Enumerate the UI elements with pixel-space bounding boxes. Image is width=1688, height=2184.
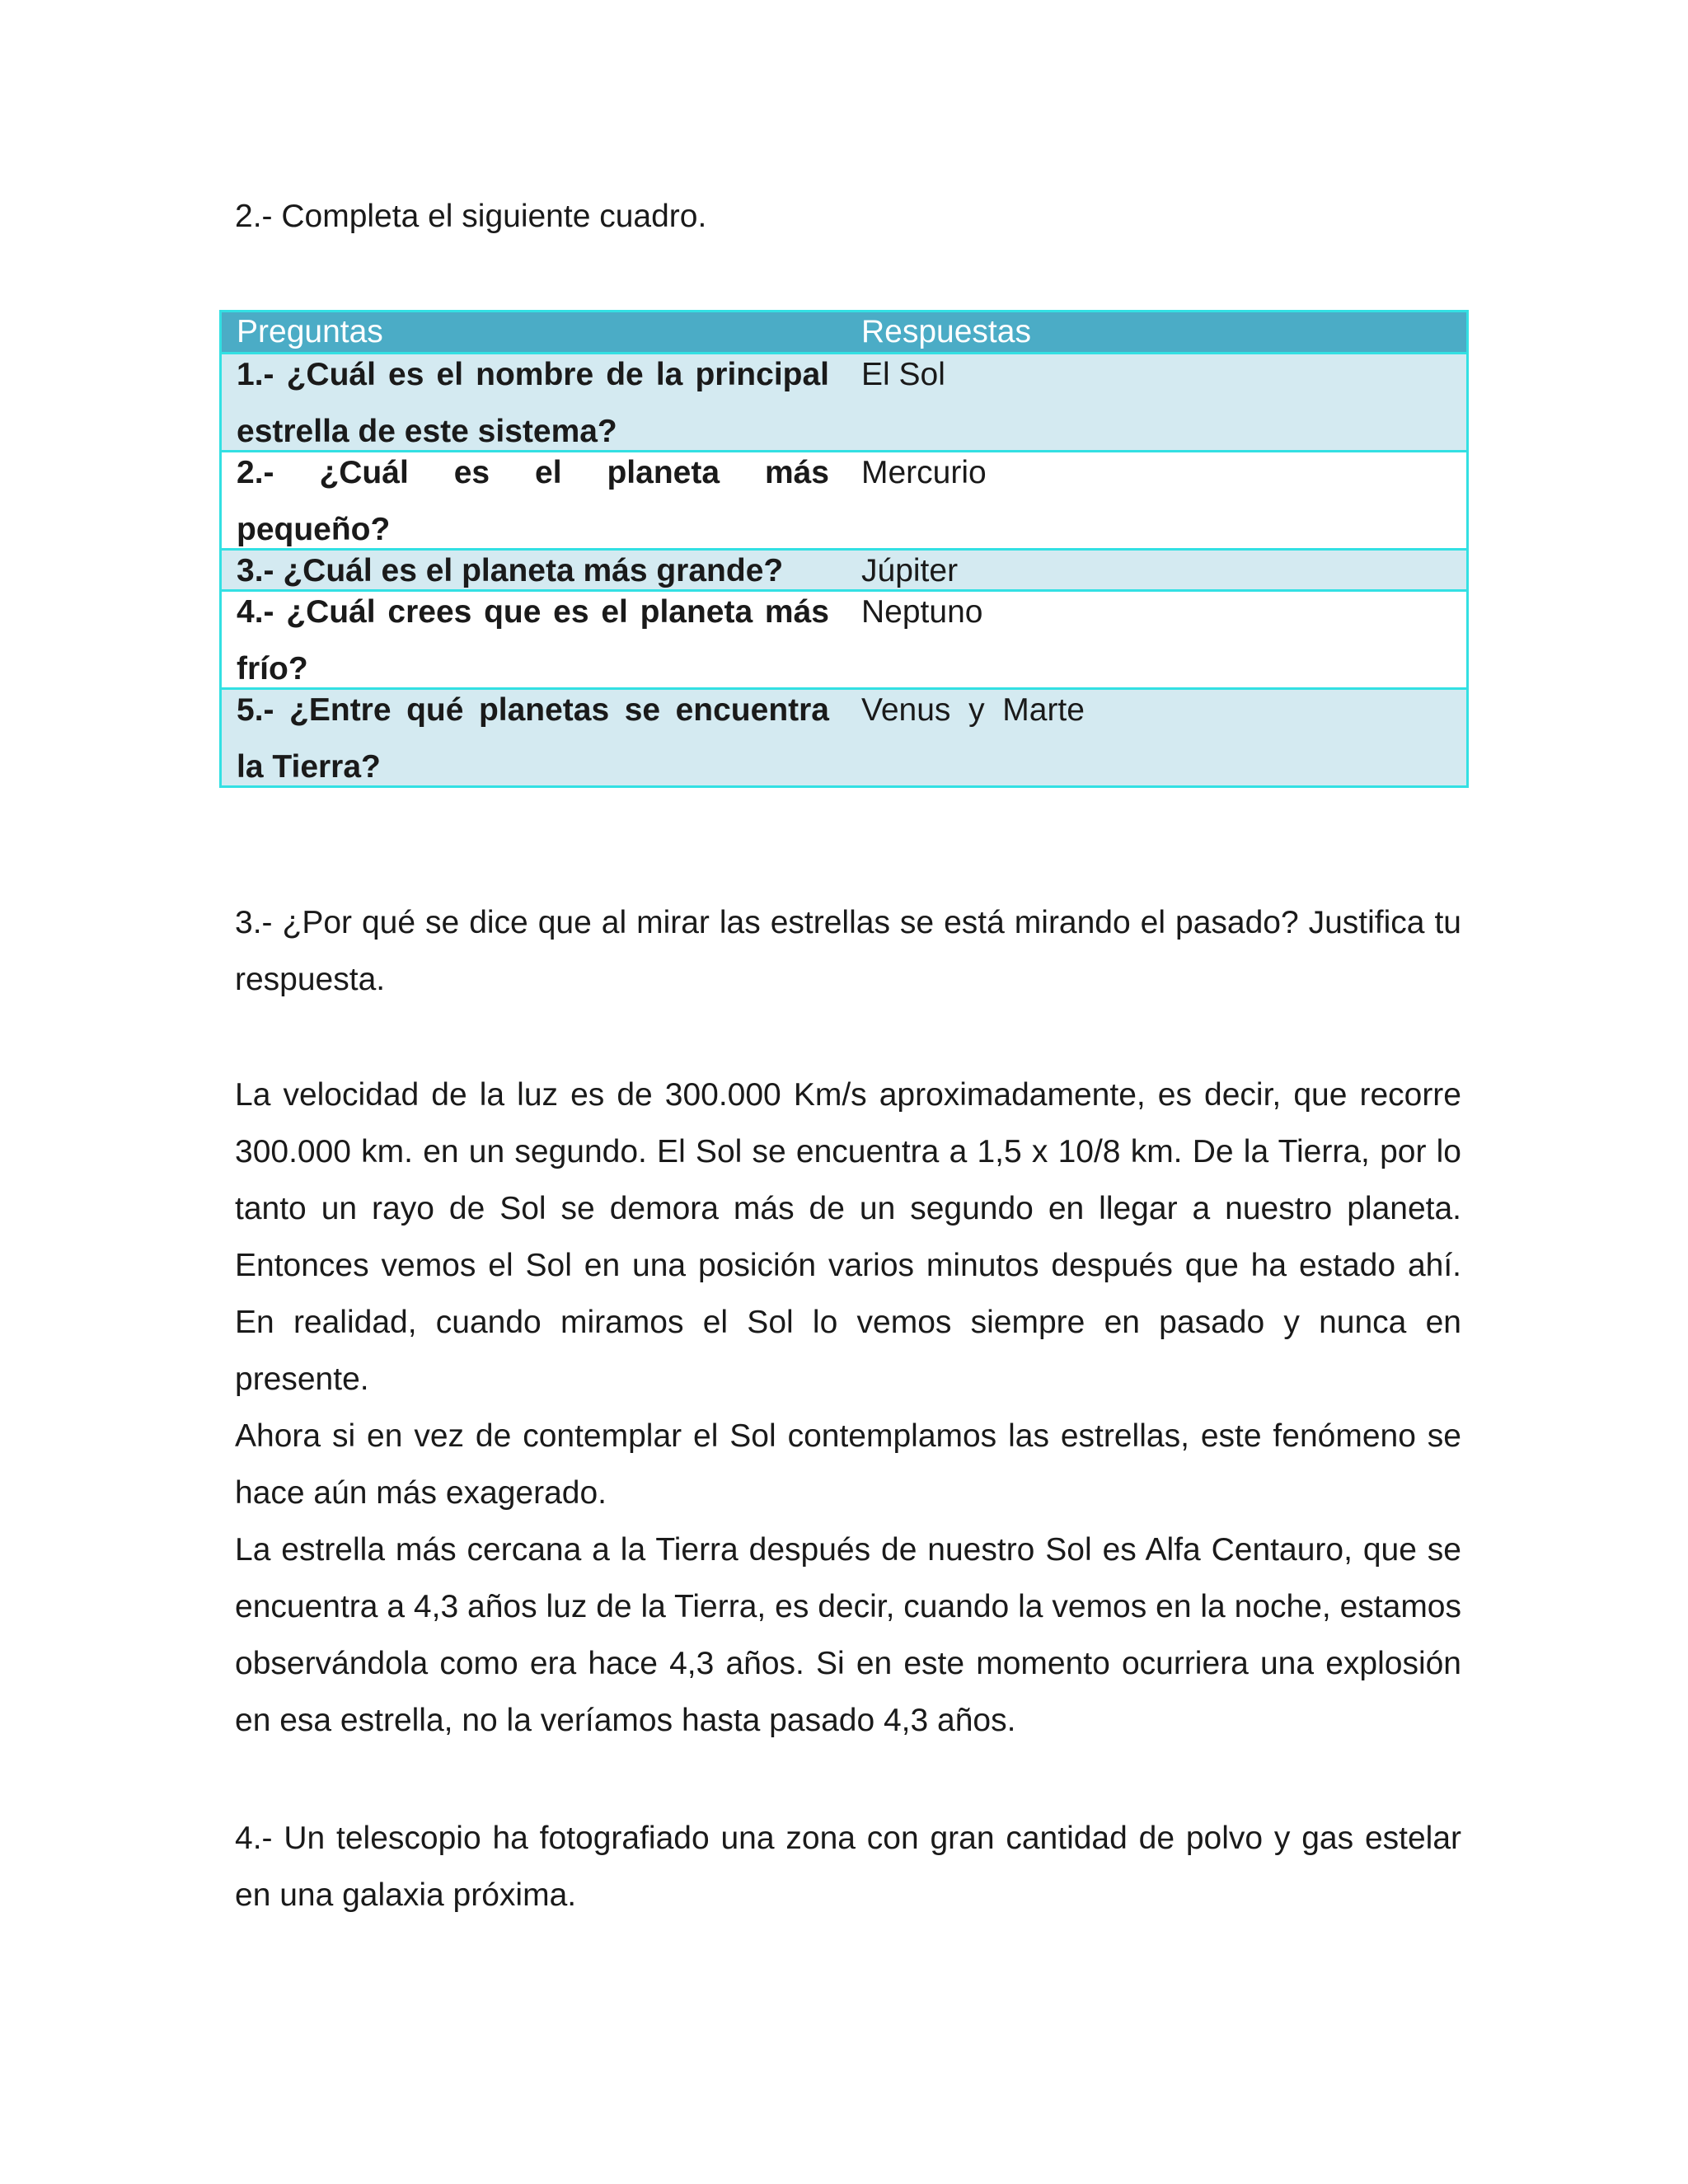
header-preguntas: Preguntas <box>237 314 383 349</box>
answer-paragraph: La estrella más cercana a la Tierra después de nuestro Sol es Alfa Centauro, que se encuentra a 4,3 años luz de la Tierra, es decir, cuando la vemos en la noche, estamos observándola como era hace 4,3 años. Si en este momento ocurriera una explosión en esa estrella, no la veríamos hasta pasado 4,3 años. <box>235 1532 1461 1738</box>
question-line: estrella de este sistema? <box>237 414 617 449</box>
table-row <box>222 450 1466 548</box>
question-2-heading: 2.- Completa el siguiente cuadro. <box>235 199 707 234</box>
question-cell <box>222 682 844 785</box>
question-line: 2.- ¿Cuál es el planeta más <box>237 455 829 490</box>
question-line: 1.- ¿Cuál es el nombre de la principal <box>237 357 829 392</box>
question-4-heading: 4.- Un telescopio ha fotografiado una zona con gran cantidad de polvo y gas estelar en una galaxia próxima. <box>235 1821 1461 1913</box>
answer-paragraph: La velocidad de la luz es de 300.000 Km/s aproximadamente, es decir, que recorre 300.000 km. en un segundo. El Sol se encuentra a 1,5 x 10/8 km. De la Tierra, por lo tanto un rayo de Sol se demora más de un segundo en llegar a nuestro planeta. Entonces vemos el Sol en una posición varios minutos después que ha estado ahí. En realidad, cuando miramos el Sol lo vemos siempre en pasado y nunca en presente. <box>235 1077 1461 1397</box>
question-line: 5.- ¿Entre qué planetas se encuentra <box>237 692 829 728</box>
question-cell <box>222 583 844 687</box>
header-respuestas: Respuestas <box>861 314 1031 349</box>
answer-3-body <box>235 1066 1461 1749</box>
answer-paragraph: Ahora si en vez de contemplar el Sol contemplamos las estrellas, este fenómeno se hace aún más exagerado. <box>235 1418 1461 1511</box>
answer-cell: Venus y Marte <box>861 692 1085 728</box>
answer-cell: Júpiter <box>861 553 959 588</box>
table-row <box>222 589 1466 687</box>
question-line: 3.- ¿Cuál es el planeta más grande? <box>237 553 784 588</box>
question-cell <box>222 346 844 450</box>
table-row <box>222 352 1466 450</box>
question-line: pequeño? <box>237 512 391 547</box>
table-row <box>222 687 1466 785</box>
answer-cell: El Sol <box>861 357 945 392</box>
question-line: frío? <box>237 651 308 687</box>
questions-table <box>219 310 1469 788</box>
question-cell <box>222 444 844 548</box>
answer-cell: Neptuno <box>861 594 983 630</box>
question-line: la Tierra? <box>237 749 381 785</box>
question-line: 4.- ¿Cuál crees que es el planeta más <box>237 594 829 630</box>
answer-cell: Mercurio <box>861 455 987 490</box>
question-3-heading: 3.- ¿Por qué se dice que al mirar las estrellas se está mirando el pasado? Justifica tu respuesta. <box>235 905 1461 997</box>
